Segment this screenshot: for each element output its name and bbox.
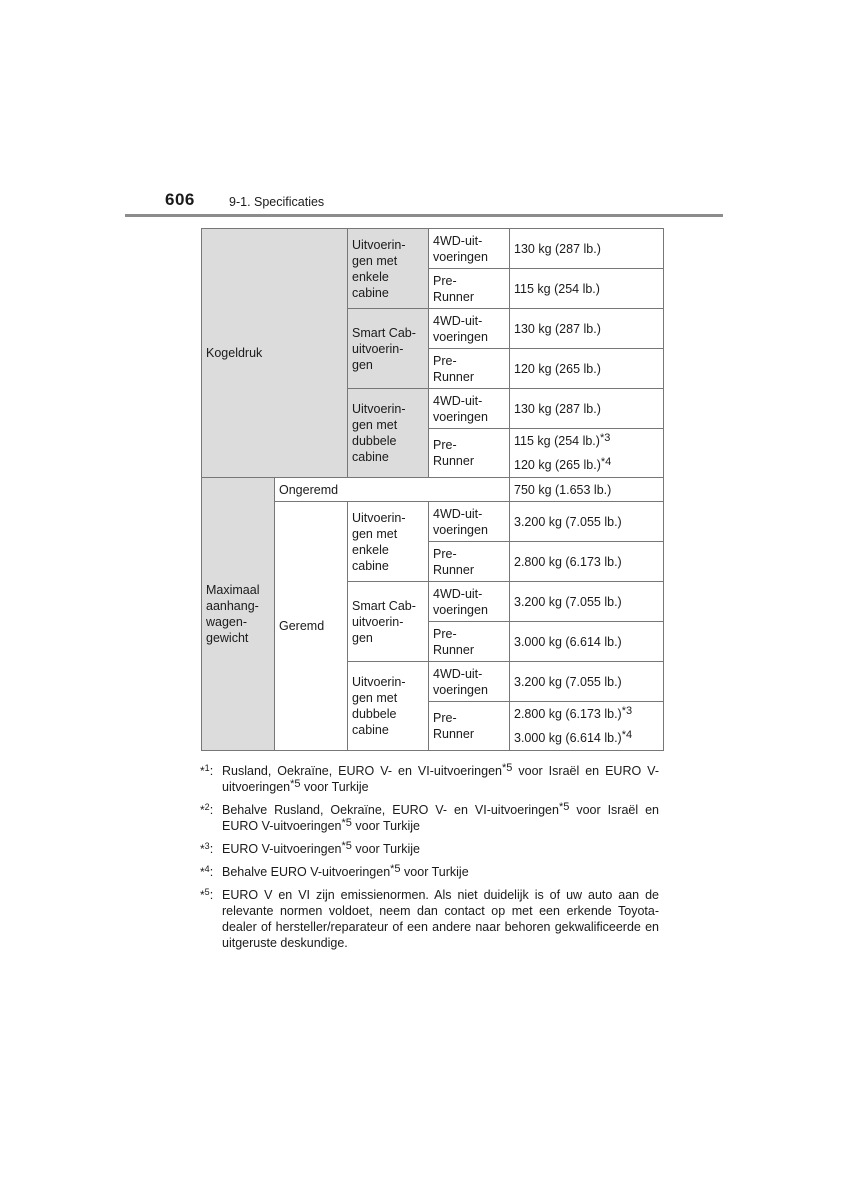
footnote-reference: *5 [341,817,352,829]
cab-type-line: enkele [352,542,389,557]
cab-type-line: gen met [352,691,398,705]
variant-line: 4WD-uit- [433,313,483,328]
spec-value-text: 3.200 kg (7.055 lb.) [514,674,622,689]
spec-value-text: 3.000 kg (6.614 lb.) [514,731,622,745]
variant-line: 4WD-uit- [433,233,483,248]
footnote-star: * [200,764,205,778]
cab-type-line: gen met [352,253,398,268]
trailer-weight-label-line: aanhang- [206,599,259,613]
footnote [200,887,659,951]
cab-type-line: Uitvoerin- [352,402,406,416]
variant-line: 4WD-uit- [433,506,483,521]
variant-line: 4WD-uit- [433,666,483,681]
footnote-number: 1 [204,763,210,773]
variant-line: Pre- [433,626,457,641]
cab-type-cell [348,389,429,478]
cab-type-line: Smart Cab- [352,598,416,613]
footnote-text-part: Rusland, Oekraïne, EURO V- en VI-uitvoeringen [222,764,502,778]
spec-value [514,702,659,726]
variant-line: Runner [433,454,474,468]
specification-table [201,228,664,751]
footnote [200,841,659,857]
cab-type-cell [348,229,429,309]
footnote-text [222,802,659,834]
table-row [202,478,664,502]
spec-value [514,453,659,477]
spec-value [514,321,659,337]
footnote-number: 4 [204,864,210,874]
variant-cell [429,349,510,389]
variant-cell [429,702,510,751]
trailer-weight-label-line: wagen- [206,615,247,629]
footnote-reference: *5 [290,778,301,790]
variant-cell [429,389,510,429]
spec-value [514,514,659,530]
footnote-text-part: voor Turkije [355,819,421,833]
footnote-reference: *5 [502,762,513,774]
footnote-star: * [200,865,205,879]
value-cell [510,582,664,622]
cab-type-line: enkele [352,269,389,284]
variant-cell [429,542,510,582]
footnote-text-part: Behalve EURO V-uitvoeringen [222,865,391,879]
spec-value-text: 130 kg (287 lb.) [514,241,601,256]
cab-type-line: Uitvoerin- [352,237,406,252]
footnote-text-part: voor Turkije [355,842,421,856]
footnote-star: * [200,888,205,902]
cab-type-line: gen [352,357,373,372]
variant-line: 4WD-uit- [433,393,483,408]
unbraked-label [275,478,510,502]
cab-type-line: gen met [352,418,398,432]
spec-value-text: 3.200 kg (7.055 lb.) [514,594,622,609]
page-header [0,0,848,230]
footnotes [200,763,659,958]
cab-type-cell [348,502,429,582]
footnote-marker: *$^1$: [200,763,214,778]
variant-line: Pre- [433,438,457,452]
spec-value-text: 2.800 kg (6.173 lb.) [514,707,622,721]
footnote-text [222,841,659,857]
footnote-text [222,887,659,951]
variant-line: voeringen [433,602,488,617]
spec-value-text: 130 kg (287 lb.) [514,401,601,416]
variant-cell [429,429,510,478]
footnote-number: 5 [204,887,210,897]
spec-value-text: 2.800 kg (6.173 lb.) [514,554,622,569]
variant-cell [429,229,510,269]
cab-type-line: Smart Cab- [352,325,416,340]
tongue-weight-label-text: Kogeldruk [206,346,263,360]
footnote-text [222,763,659,795]
trailer-weight-label-line: Maximaal [206,583,260,597]
value-cell [510,229,664,269]
spec-value [514,429,659,453]
spec-value [514,361,659,377]
footnote-marker: *$^5$: [200,887,214,902]
unbraked-value-text: 750 kg (1.653 lb.) [514,482,612,497]
footnote-reference: *3 [599,432,611,444]
variant-cell [429,622,510,662]
braked-label-text: Geremd [279,619,325,633]
cab-type-line: uitvoerin- [352,614,404,629]
spec-value [514,634,659,650]
cab-type-line: gen [352,630,373,645]
variant-line: Runner [433,727,474,741]
footnote-reference: *4 [621,729,633,741]
cab-type-line: Uitvoerin- [352,510,406,525]
footnote-reference: *3 [621,705,633,717]
footnote-reference: *4 [600,456,612,468]
footnote [200,864,659,880]
spec-value-text: 120 kg (265 lb.) [514,458,601,472]
variant-line: voeringen [433,522,488,537]
value-cell [510,502,664,542]
spec-value-text: 130 kg (287 lb.) [514,321,601,336]
footnote-text-part: voor Turkije [304,780,369,794]
spec-value [514,241,659,257]
value-cell [510,622,664,662]
spec-value-text: 120 kg (265 lb.) [514,361,601,376]
section-title: 9-1. Specificaties [229,195,325,209]
footnote-marker: *$^2$: [200,802,214,817]
footnote-text-part: voor Israël en EURO V-uitvoeringen [222,803,660,833]
variant-line: Pre- [433,711,457,725]
braked-label [275,502,348,751]
cab-type-line: cabine [352,723,389,737]
value-cell [510,542,664,582]
trailer-weight-label [202,478,275,751]
trailer-weight-label-line: gewicht [206,631,249,645]
table-row [202,229,664,269]
footnote-text-part: Behalve Rusland, Oekraïne, EURO V- en VI-uitvoeringen [222,803,559,817]
variant-line: Runner [433,642,474,657]
spec-value [514,726,659,750]
value-cell [510,309,664,349]
footnote [200,763,659,795]
variant-line: voeringen [433,249,488,264]
variant-cell [429,309,510,349]
footnote-reference: *5 [341,840,352,852]
cab-type-line: cabine [352,558,389,573]
spec-value [514,401,659,417]
variant-line: voeringen [433,329,488,344]
footnote [200,802,659,834]
cab-type-cell [348,662,429,751]
spec-value-text: 115 kg (254 lb.) [514,281,600,296]
cab-type-cell [348,582,429,662]
footnote-text [222,864,659,880]
value-cell [510,702,664,751]
tongue-weight-label [202,229,348,478]
spec-value [514,594,659,610]
cab-type-line: dubbele [352,434,397,448]
spec-value-text: 3.200 kg (7.055 lb.) [514,514,622,529]
footnote-reference: *5 [390,863,401,875]
footnote-number: 2 [204,802,210,812]
value-cell [510,429,664,478]
variant-line: Pre- [433,273,457,288]
footnote-text-part: voor Turkije [404,865,469,879]
variant-cell [429,502,510,542]
unbraked-label-text: Ongeremd [279,482,339,497]
variant-line: voeringen [433,409,488,424]
variant-line: Pre- [433,546,457,561]
footnote-star: * [200,842,205,856]
variant-line: Runner [433,289,474,304]
cab-type-line: dubbele [352,707,397,721]
variant-cell [429,269,510,309]
spec-value-text: 3.000 kg (6.614 lb.) [514,634,622,649]
cab-type-line: uitvoerin- [352,341,404,356]
header-rule [125,214,723,217]
unbraked-value [510,478,664,502]
value-cell [510,662,664,702]
variant-line: Pre- [433,353,457,368]
footnote-text-part: EURO V-uitvoeringen [222,842,342,856]
footnote-number: 3 [204,841,210,851]
variant-cell [429,662,510,702]
footnote-marker: *$^4$: [200,864,214,879]
value-cell [510,389,664,429]
cab-type-cell [348,309,429,389]
footnote-text-part: voor Israël en EURO V-uitvoeringen [222,764,659,794]
spec-value-text: 115 kg (254 lb.) [514,434,600,448]
value-cell [510,349,664,389]
variant-line: 4WD-uit- [433,586,483,601]
cab-type-line: gen met [352,526,398,541]
variant-cell [429,582,510,622]
footnote-text-part: EURO V en VI zijn emissienormen. Als niet duidelijk is of uw auto aan de relevante normen voldoet, neem dan contact op met een erkende Toyota-dealer of hersteller/reparateur of een andere naar behoren gekwalificeerde en uitgeruste deskundige. [222,888,659,950]
variant-line: Runner [433,562,474,577]
cab-type-line: Uitvoerin- [352,675,406,689]
value-cell [510,269,664,309]
footnote-reference: *5 [558,801,570,813]
footnote-marker: *$^3$: [200,841,214,856]
cab-type-line: cabine [352,450,389,464]
footnote-star: * [200,803,205,817]
spec-value [514,281,659,297]
variant-line: voeringen [433,682,488,697]
spec-value [514,554,659,570]
variant-line: Runner [433,369,474,384]
spec-value [514,674,659,690]
cab-type-line: cabine [352,285,389,300]
page-number: 606 [165,190,195,209]
